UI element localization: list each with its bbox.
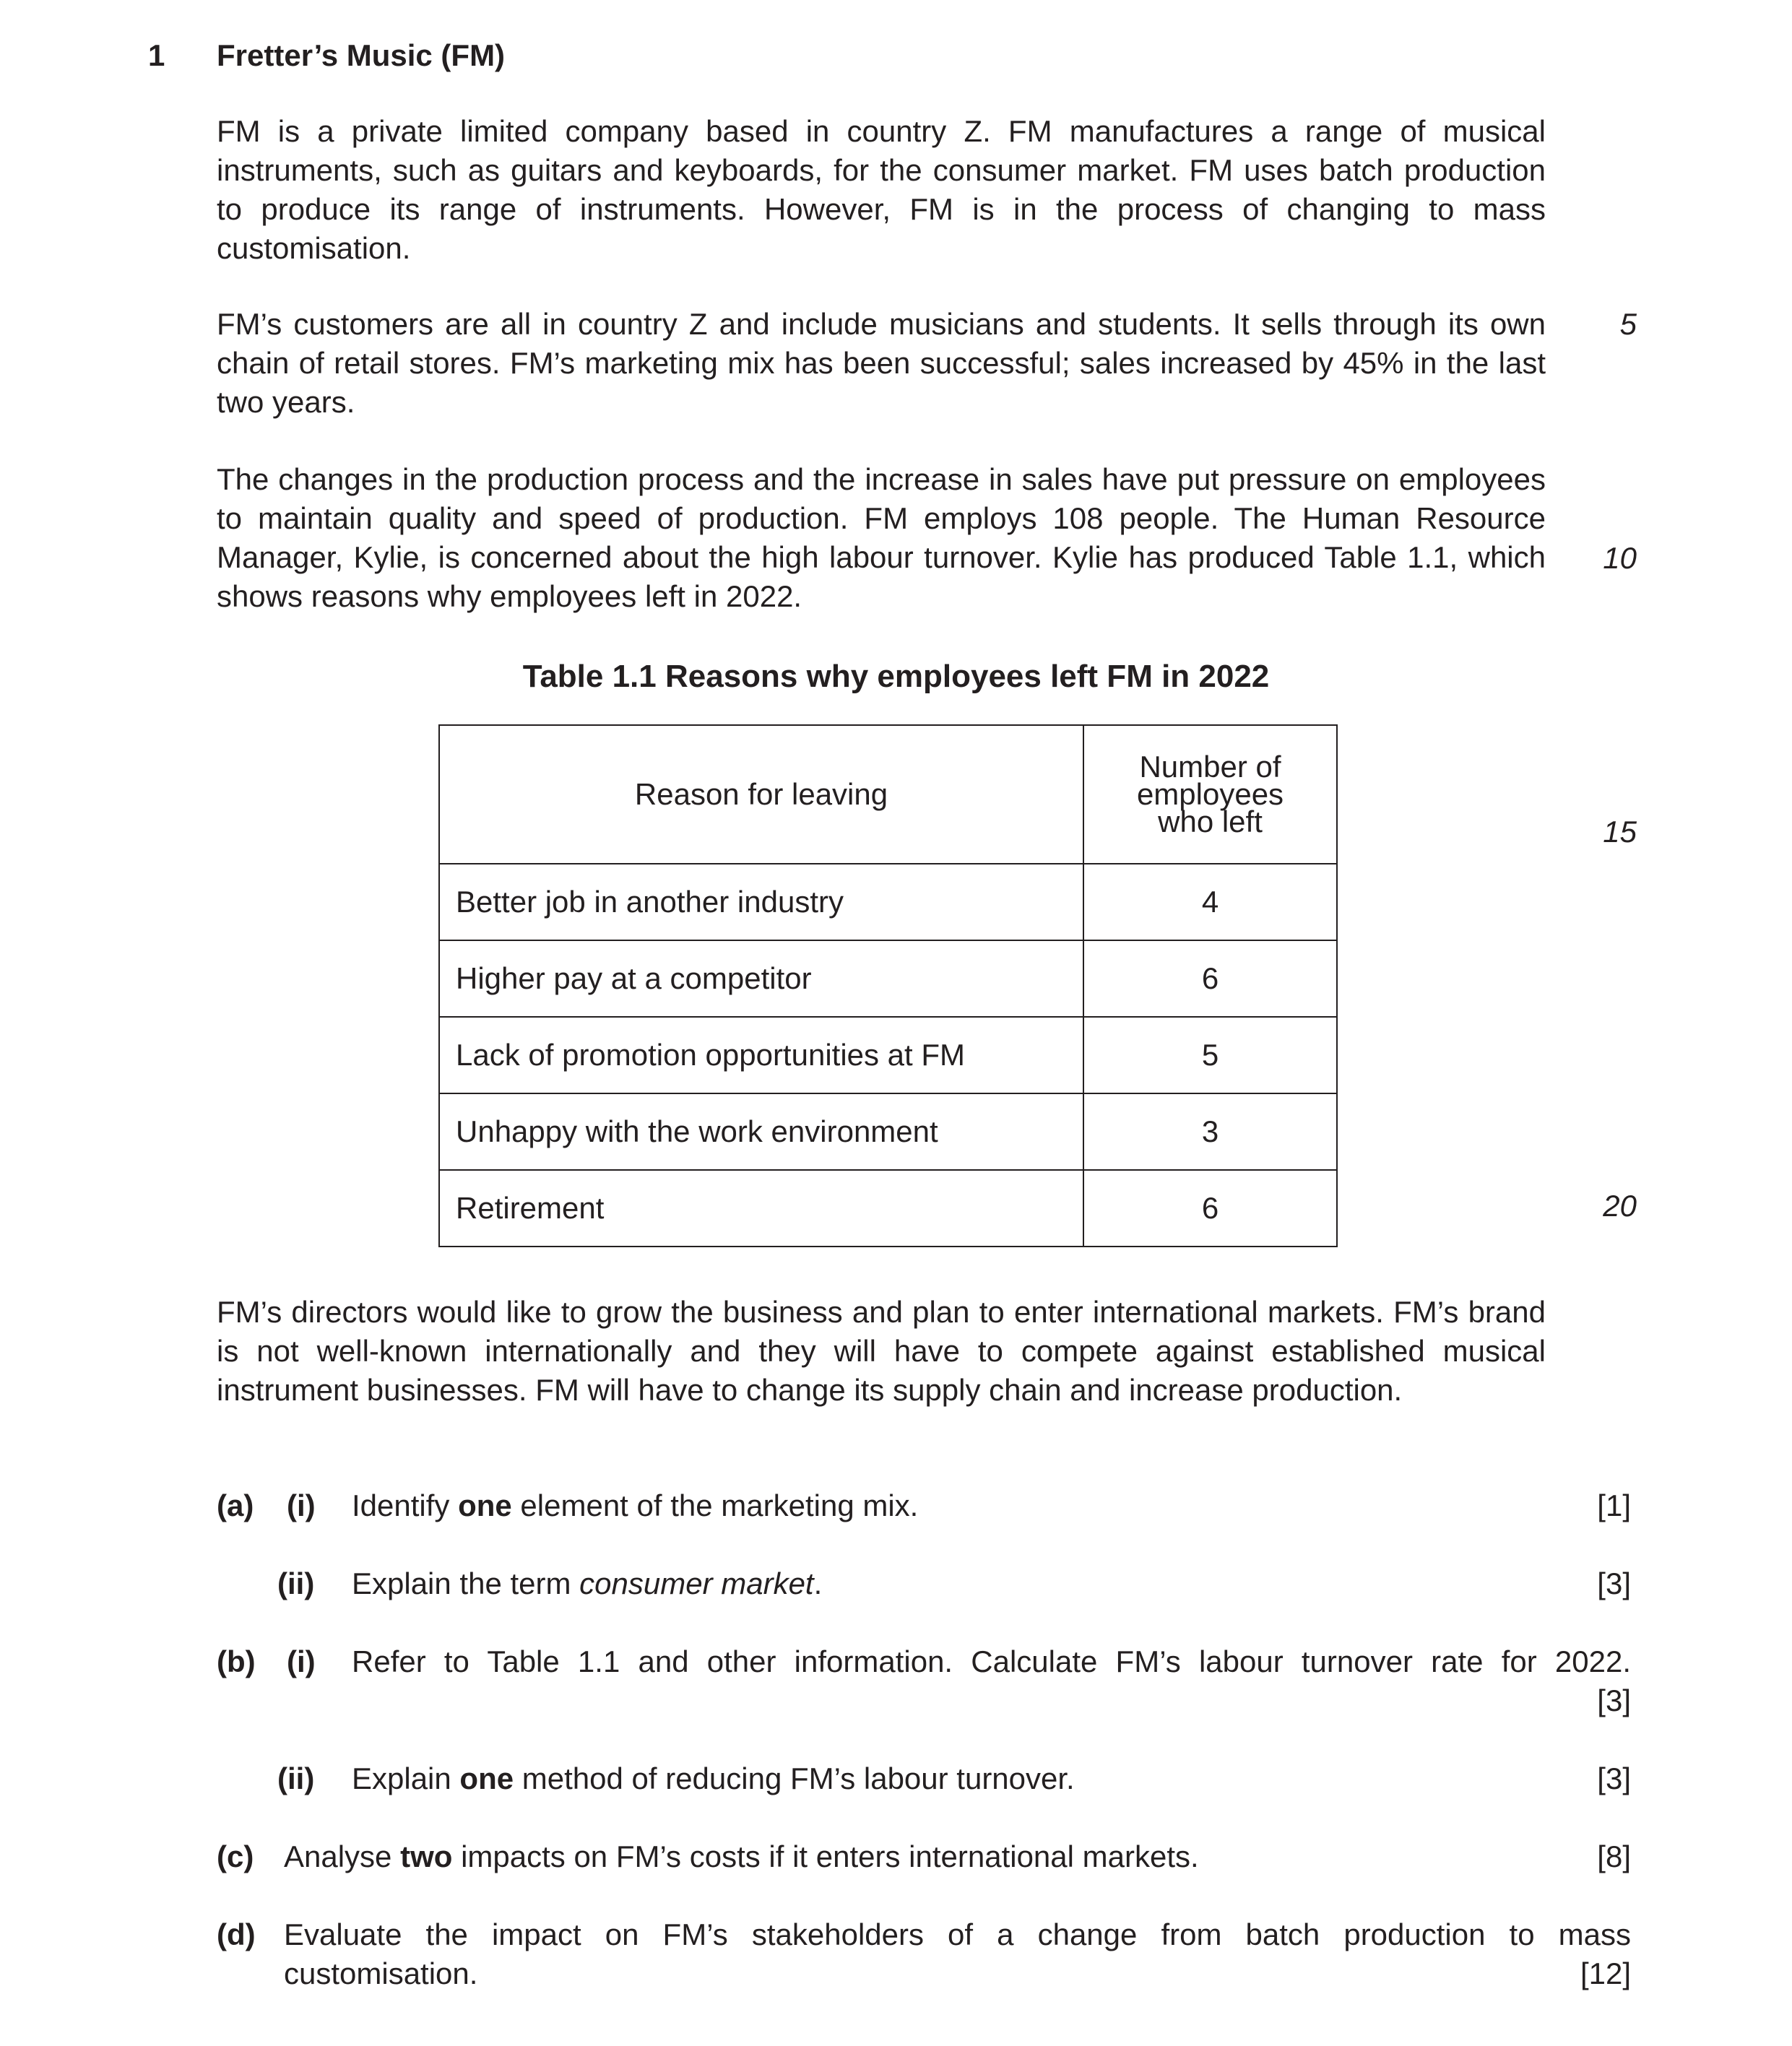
table-row [439,864,1337,940]
count-cell: 3 [1083,1093,1337,1170]
count-cell: 6 [1083,940,1337,1017]
part-b-i-mark: [3] [1597,1683,1631,1717]
count-cell: 6 [1083,1170,1337,1247]
part-a-ii-mark: [3] [1597,1566,1631,1600]
reasons-table [438,724,1338,1247]
part-a-ii-label: (ii) [277,1566,315,1600]
question-title: Fretter’s Music (FM) [217,38,506,72]
part-c-label: (c) [217,1839,254,1873]
line-number-5: 5 [1619,307,1637,341]
header-count: Number of employees who left [1083,725,1337,864]
part-a-label: (a) [217,1488,254,1522]
case-paragraph-2: FM’s customers are all in country Z and include musicians and students. It sells through its own chain of retail stores. FM’s marketing mix has been successful; sales increased by 45% in the last two years. [217,307,1546,419]
case-paragraph-1: FM is a private limited company based in country Z. FM manufactures a range of musical instruments, such as guitars and keyboards, for the consumer market. FM uses batch production to produce its range of instruments. However, FM is in the process of changing to mass customisation. [217,114,1546,265]
case-paragraph-4: FM’s directors would like to grow the business and plan to enter international markets. FM’s brand is not well-known internationally and they will have to compete against established musical instrument businesses. FM will have to change its supply chain and increase production. [217,1295,1546,1407]
part-b-label: (b) [217,1644,256,1678]
reason-cell: Higher pay at a competitor [439,940,1083,1017]
reason-cell: Better job in another industry [439,864,1083,940]
line-number-15: 15 [1603,815,1637,849]
part-a-ii-question: Explain the term consumer market. [352,1566,823,1600]
part-a-i-label: (i) [287,1488,316,1522]
part-b-i-question: Refer to Table 1.1 and other information. Calculate FM’s labour turnover rate for 2022. [352,1644,1631,1678]
count-cell: 4 [1083,864,1337,940]
part-a-i-question: Identify one element of the marketing mix. [352,1488,919,1522]
reason-cell: Unhappy with the work environment [439,1093,1083,1170]
table-title: Table 1.1 Reasons why employees left FM in 2022 [522,659,1270,694]
part-c-mark: [8] [1597,1839,1631,1873]
part-d-label: (d) [217,1917,256,1951]
count-cell: 5 [1083,1017,1337,1093]
part-b-ii-mark: [3] [1597,1761,1631,1795]
reason-cell: Lack of promotion opportunities at FM [439,1017,1083,1093]
part-c-question: Analyse two impacts on FM’s costs if it enters international markets. [284,1839,1199,1873]
part-b-ii-label: (ii) [277,1761,315,1795]
table-row [439,1093,1337,1170]
part-a-row [217,1486,254,1525]
table-row [439,1017,1337,1093]
part-b-i-label: (i) [287,1644,316,1678]
case-paragraph-3: The changes in the production process and the increase in sales have put pressure on employees to maintain quality and speed of production. FM employs 108 people. The Human Resource Manager, Kylie, is concerned about the high labour turnover. Kylie has produced Table 1.1, which shows reasons why employees left in 2022. [217,462,1546,613]
part-b-ii-question: Explain one method of reducing FM’s labour turnover. [352,1761,1075,1795]
part-d-mark: [12] [1580,1956,1631,1990]
table-row [439,1170,1337,1247]
part-d-question-line2: customisation. [284,1956,478,1990]
table-header-row [439,725,1337,864]
table-row [439,940,1337,1017]
reason-cell: Retirement [439,1170,1083,1247]
line-number-10: 10 [1603,541,1637,575]
part-d-question-line1: Evaluate the impact on FM’s stakeholders of a change from batch production to mass [284,1917,1631,1951]
header-reason: Reason for leaving [439,725,1083,864]
line-number-20: 20 [1603,1189,1637,1223]
part-a-i-mark: [1] [1597,1488,1631,1522]
question-number: 1 [148,38,165,72]
